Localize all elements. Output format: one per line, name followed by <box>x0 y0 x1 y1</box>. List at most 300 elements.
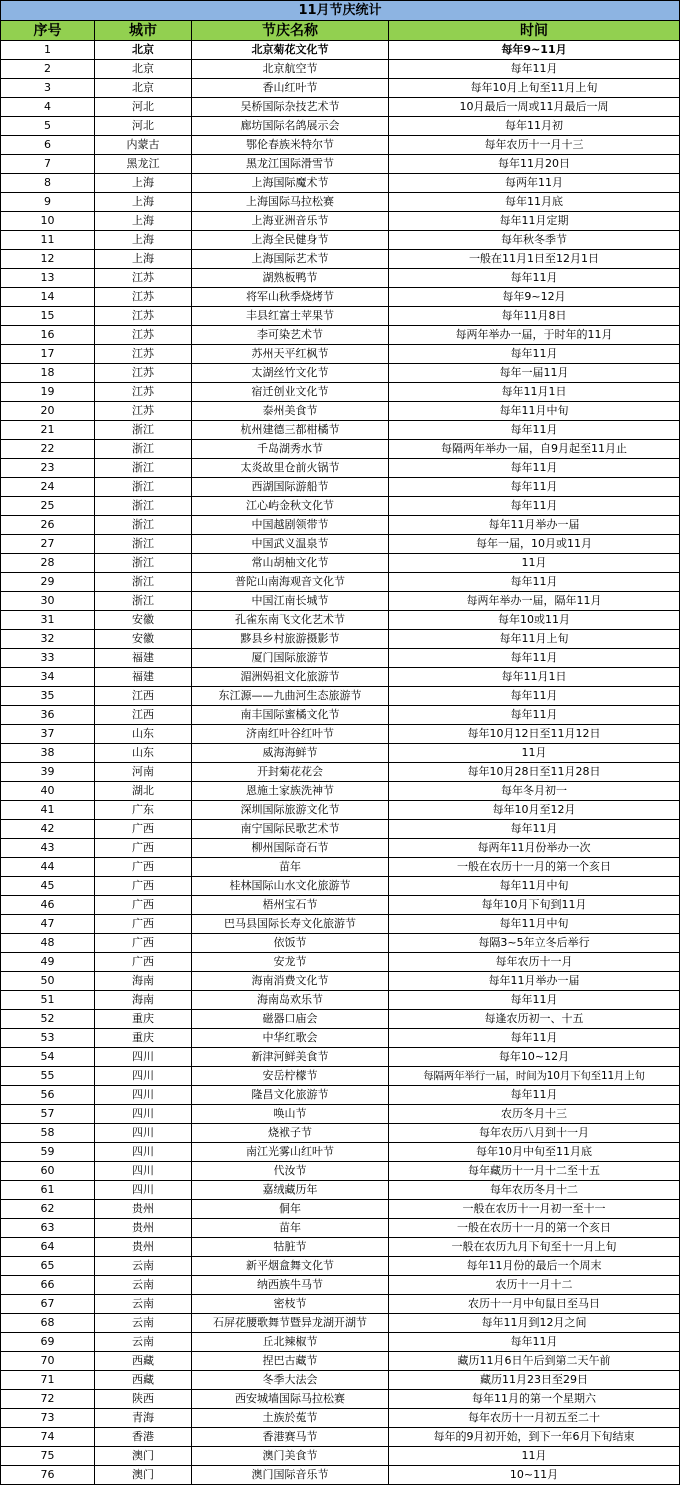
row-time: 每逢农历初一、十五 <box>389 1010 680 1029</box>
row-time: 农历冬月十三 <box>389 1105 680 1124</box>
row-city: 北京 <box>95 41 192 60</box>
header-time: 时间 <box>389 21 680 41</box>
row-time: 每隔3~5年立冬后举行 <box>389 934 680 953</box>
row-time: 每年9~11月 <box>389 41 680 60</box>
row-city: 广西 <box>95 820 192 839</box>
row-festival-name: 黑龙江国际滑雪节 <box>192 155 389 174</box>
row-festival-name: 安龙节 <box>192 953 389 972</box>
row-time: 每年11月到12月之间 <box>389 1314 680 1333</box>
row-festival-name: 上海亚洲音乐节 <box>192 212 389 231</box>
row-city: 江苏 <box>95 288 192 307</box>
row-time: 每年一届，10月或11月 <box>389 535 680 554</box>
row-index: 33 <box>1 649 95 668</box>
row-city: 四川 <box>95 1143 192 1162</box>
row-city: 广西 <box>95 953 192 972</box>
table-row <box>1 592 680 611</box>
row-time: 每年一届11月 <box>389 364 680 383</box>
table-row <box>1 972 680 991</box>
row-festival-name: 恩施土家族洗神节 <box>192 782 389 801</box>
row-time: 每年11月 <box>389 345 680 364</box>
row-time: 每年11月中旬 <box>389 915 680 934</box>
row-city: 内蒙古 <box>95 136 192 155</box>
row-festival-name: 苗年 <box>192 1219 389 1238</box>
row-festival-name: 磁器口庙会 <box>192 1010 389 1029</box>
row-festival-name: 冬季大法会 <box>192 1371 389 1390</box>
row-index: 7 <box>1 155 95 174</box>
row-festival-name: 苗年 <box>192 858 389 877</box>
row-city: 浙江 <box>95 459 192 478</box>
row-festival-name: 嘉绒藏历年 <box>192 1181 389 1200</box>
table-row <box>1 421 680 440</box>
row-festival-name: 香港赛马节 <box>192 1428 389 1447</box>
row-time: 农历十一月中旬鼠日至马日 <box>389 1295 680 1314</box>
row-time: 10月最后一周或11月最后一周 <box>389 98 680 117</box>
row-city: 陕西 <box>95 1390 192 1409</box>
row-time: 每年农历八月到十一月 <box>389 1124 680 1143</box>
row-festival-name: 太炎故里仓前火锅节 <box>192 459 389 478</box>
table-row <box>1 269 680 288</box>
row-index: 47 <box>1 915 95 934</box>
row-city: 江苏 <box>95 402 192 421</box>
row-time: 每年10月上旬至11月上旬 <box>389 79 680 98</box>
row-time: 每年11月 <box>389 820 680 839</box>
row-index: 11 <box>1 231 95 250</box>
row-index: 41 <box>1 801 95 820</box>
row-index: 60 <box>1 1162 95 1181</box>
row-festival-name: 土族於菟节 <box>192 1409 389 1428</box>
row-index: 65 <box>1 1257 95 1276</box>
row-festival-name: 唤山节 <box>192 1105 389 1124</box>
row-index: 1 <box>1 41 95 60</box>
row-festival-name: 江心屿金秋文化节 <box>192 497 389 516</box>
row-time: 每年11月举办一届 <box>389 972 680 991</box>
row-time: 每年10月中旬至11月底 <box>389 1143 680 1162</box>
row-time: 10~11月 <box>389 1466 680 1485</box>
row-time: 每两年11月 <box>389 174 680 193</box>
row-festival-name: 济南红叶谷红叶节 <box>192 725 389 744</box>
row-festival-name: 威海海鲜节 <box>192 744 389 763</box>
row-festival-name: 丘北辣椒节 <box>192 1333 389 1352</box>
row-festival-name: 厦门国际旅游节 <box>192 649 389 668</box>
table-row <box>1 516 680 535</box>
row-festival-name: 烧袱子节 <box>192 1124 389 1143</box>
row-time: 一般在农历十一月的第一个亥日 <box>389 858 680 877</box>
row-festival-name: 北京菊花文化节 <box>192 41 389 60</box>
row-index: 46 <box>1 896 95 915</box>
row-time: 每年10月12日至11月12日 <box>389 725 680 744</box>
row-index: 29 <box>1 573 95 592</box>
table-row <box>1 839 680 858</box>
row-city: 香港 <box>95 1428 192 1447</box>
row-index: 3 <box>1 79 95 98</box>
row-city: 浙江 <box>95 478 192 497</box>
table-row <box>1 174 680 193</box>
row-time: 一般在农历十一月的第一个亥日 <box>389 1219 680 1238</box>
row-city: 江西 <box>95 706 192 725</box>
row-festival-name: 太湖丝竹文化节 <box>192 364 389 383</box>
row-festival-name: 澳门美食节 <box>192 1447 389 1466</box>
row-index: 34 <box>1 668 95 687</box>
row-festival-name: 宿迁创业文化节 <box>192 383 389 402</box>
row-index: 45 <box>1 877 95 896</box>
table-row <box>1 1447 680 1466</box>
row-time: 每两年举办一届，隔年11月 <box>389 592 680 611</box>
table-row <box>1 1314 680 1333</box>
row-index: 68 <box>1 1314 95 1333</box>
row-city: 广西 <box>95 858 192 877</box>
table-row <box>1 896 680 915</box>
row-time: 藏历11月6日午后到第二天午前 <box>389 1352 680 1371</box>
row-city: 澳门 <box>95 1466 192 1485</box>
row-city: 江西 <box>95 687 192 706</box>
table-row <box>1 79 680 98</box>
row-city: 北京 <box>95 60 192 79</box>
row-time: 每年9~12月 <box>389 288 680 307</box>
table-row <box>1 1238 680 1257</box>
row-index: 23 <box>1 459 95 478</box>
row-time: 每年11月的第一个星期六 <box>389 1390 680 1409</box>
row-festival-name: 普陀山南海观音文化节 <box>192 573 389 592</box>
table-row <box>1 1124 680 1143</box>
row-festival-name: 梧州宝石节 <box>192 896 389 915</box>
row-city: 云南 <box>95 1276 192 1295</box>
row-index: 48 <box>1 934 95 953</box>
row-city: 江苏 <box>95 364 192 383</box>
row-time: 每年11月20日 <box>389 155 680 174</box>
table-row <box>1 60 680 79</box>
row-index: 36 <box>1 706 95 725</box>
row-city: 云南 <box>95 1314 192 1333</box>
row-index: 5 <box>1 117 95 136</box>
table-row <box>1 782 680 801</box>
row-time: 每年10月28日至11月28日 <box>389 763 680 782</box>
row-festival-name: 上海全民健身节 <box>192 231 389 250</box>
row-festival-name: 桂林国际山水文化旅游节 <box>192 877 389 896</box>
table-row <box>1 630 680 649</box>
row-index: 2 <box>1 60 95 79</box>
table-row <box>1 858 680 877</box>
row-time: 每年11月 <box>389 459 680 478</box>
row-city: 西藏 <box>95 1371 192 1390</box>
row-festival-name: 中国越剧领带节 <box>192 516 389 535</box>
row-index: 10 <box>1 212 95 231</box>
row-city: 四川 <box>95 1048 192 1067</box>
row-time: 藏历11月23日至29日 <box>389 1371 680 1390</box>
row-index: 40 <box>1 782 95 801</box>
row-index: 56 <box>1 1086 95 1105</box>
row-time: 11月 <box>389 744 680 763</box>
row-time: 每年11月底 <box>389 193 680 212</box>
row-city: 安徽 <box>95 611 192 630</box>
row-time: 每年11月中旬 <box>389 877 680 896</box>
row-time: 每年11月 <box>389 1333 680 1352</box>
row-time: 每年11月中旬 <box>389 402 680 421</box>
table-row <box>1 212 680 231</box>
row-index: 61 <box>1 1181 95 1200</box>
row-time: 每年11月 <box>389 60 680 79</box>
row-city: 澳门 <box>95 1447 192 1466</box>
row-time: 每年10或11月 <box>389 611 680 630</box>
table-row <box>1 383 680 402</box>
row-festival-name: 杭州建德三都柑橘节 <box>192 421 389 440</box>
row-festival-name: 西湖国际游船节 <box>192 478 389 497</box>
row-index: 66 <box>1 1276 95 1295</box>
table-row <box>1 326 680 345</box>
table-row <box>1 1428 680 1447</box>
row-festival-name: 牯脏节 <box>192 1238 389 1257</box>
row-index: 55 <box>1 1067 95 1086</box>
row-festival-name: 湄洲妈祖文化旅游节 <box>192 668 389 687</box>
table-row <box>1 41 680 60</box>
row-city: 上海 <box>95 231 192 250</box>
row-city: 浙江 <box>95 592 192 611</box>
row-time: 每年11月 <box>389 573 680 592</box>
row-index: 21 <box>1 421 95 440</box>
row-city: 浙江 <box>95 516 192 535</box>
row-time: 每年11月 <box>389 687 680 706</box>
row-festival-name: 东江源——九曲河生态旅游节 <box>192 687 389 706</box>
row-index: 25 <box>1 497 95 516</box>
row-city: 浙江 <box>95 554 192 573</box>
row-city: 四川 <box>95 1181 192 1200</box>
table-row <box>1 820 680 839</box>
row-city: 上海 <box>95 193 192 212</box>
row-city: 浙江 <box>95 421 192 440</box>
table-row <box>1 1162 680 1181</box>
table-row <box>1 1466 680 1485</box>
sheet-title: 11月节庆统计 <box>1 1 680 21</box>
row-index: 67 <box>1 1295 95 1314</box>
row-city: 贵州 <box>95 1238 192 1257</box>
row-time: 每年冬月初一 <box>389 782 680 801</box>
row-festival-name: 代汝节 <box>192 1162 389 1181</box>
row-index: 54 <box>1 1048 95 1067</box>
row-city: 云南 <box>95 1333 192 1352</box>
row-index: 12 <box>1 250 95 269</box>
table-row <box>1 725 680 744</box>
row-time: 每年11月定期 <box>389 212 680 231</box>
table-row <box>1 915 680 934</box>
row-festival-name: 鄂伦春族米特尔节 <box>192 136 389 155</box>
row-festival-name: 海南岛欢乐节 <box>192 991 389 1010</box>
table-row <box>1 497 680 516</box>
row-festival-name: 海南消费文化节 <box>192 972 389 991</box>
row-city: 重庆 <box>95 1010 192 1029</box>
row-time: 一般在农历十一月初一至十一 <box>389 1200 680 1219</box>
row-festival-name: 纳西族牛马节 <box>192 1276 389 1295</box>
row-city: 广东 <box>95 801 192 820</box>
row-festival-name: 南宁国际民歌艺术节 <box>192 820 389 839</box>
table-row <box>1 744 680 763</box>
row-city: 浙江 <box>95 535 192 554</box>
row-city: 海南 <box>95 991 192 1010</box>
row-city: 江苏 <box>95 307 192 326</box>
row-index: 32 <box>1 630 95 649</box>
table-row <box>1 535 680 554</box>
row-time: 11月 <box>389 1447 680 1466</box>
table-row <box>1 250 680 269</box>
row-festival-name: 隆昌文化旅游节 <box>192 1086 389 1105</box>
row-festival-name: 密枝节 <box>192 1295 389 1314</box>
row-time: 每年藏历十一月十二至十五 <box>389 1162 680 1181</box>
row-index: 14 <box>1 288 95 307</box>
row-time: 每年11月 <box>389 497 680 516</box>
row-city: 河南 <box>95 763 192 782</box>
row-festival-name: 千岛湖秀水节 <box>192 440 389 459</box>
row-index: 6 <box>1 136 95 155</box>
header-festival-name: 节庆名称 <box>192 21 389 41</box>
row-index: 9 <box>1 193 95 212</box>
row-index: 64 <box>1 1238 95 1257</box>
row-festival-name: 香山红叶节 <box>192 79 389 98</box>
row-time: 一般在11月1日至12月1日 <box>389 250 680 269</box>
row-city: 上海 <box>95 212 192 231</box>
row-festival-name: 南江光雾山红叶节 <box>192 1143 389 1162</box>
table-row <box>1 1200 680 1219</box>
table-row <box>1 573 680 592</box>
table-row <box>1 1143 680 1162</box>
table-row <box>1 288 680 307</box>
row-time: 农历十一月十二 <box>389 1276 680 1295</box>
row-index: 28 <box>1 554 95 573</box>
table-row <box>1 1409 680 1428</box>
row-city: 四川 <box>95 1124 192 1143</box>
table-row <box>1 763 680 782</box>
row-index: 24 <box>1 478 95 497</box>
row-time: 每年11月 <box>389 991 680 1010</box>
row-city: 四川 <box>95 1086 192 1105</box>
row-city: 四川 <box>95 1105 192 1124</box>
table-row <box>1 364 680 383</box>
row-festival-name: 中华红歌会 <box>192 1029 389 1048</box>
row-index: 19 <box>1 383 95 402</box>
row-festival-name: 湖熟板鸭节 <box>192 269 389 288</box>
row-city: 黑龙江 <box>95 155 192 174</box>
row-city: 山东 <box>95 725 192 744</box>
table-row <box>1 1390 680 1409</box>
row-city: 安徽 <box>95 630 192 649</box>
row-festival-name: 上海国际艺术节 <box>192 250 389 269</box>
row-index: 31 <box>1 611 95 630</box>
row-city: 青海 <box>95 1409 192 1428</box>
row-festival-name: 孔雀东南飞文化艺术节 <box>192 611 389 630</box>
row-festival-name: 上海国际魔术节 <box>192 174 389 193</box>
table-row <box>1 687 680 706</box>
row-index: 51 <box>1 991 95 1010</box>
row-index: 8 <box>1 174 95 193</box>
table-row <box>1 1048 680 1067</box>
row-index: 30 <box>1 592 95 611</box>
row-index: 15 <box>1 307 95 326</box>
table-row <box>1 231 680 250</box>
table-row <box>1 440 680 459</box>
row-festival-name: 吴桥国际杂技艺术节 <box>192 98 389 117</box>
table-row <box>1 1333 680 1352</box>
row-city: 海南 <box>95 972 192 991</box>
row-city: 河北 <box>95 98 192 117</box>
row-time: 每年11月 <box>389 649 680 668</box>
table-row <box>1 649 680 668</box>
row-index: 69 <box>1 1333 95 1352</box>
row-city: 广西 <box>95 915 192 934</box>
row-city: 云南 <box>95 1295 192 1314</box>
row-index: 59 <box>1 1143 95 1162</box>
row-city: 广西 <box>95 934 192 953</box>
table-row <box>1 877 680 896</box>
row-time: 每年11月 <box>389 1086 680 1105</box>
row-index: 43 <box>1 839 95 858</box>
row-festival-name: 廊坊国际名鸽展示会 <box>192 117 389 136</box>
row-index: 26 <box>1 516 95 535</box>
row-city: 重庆 <box>95 1029 192 1048</box>
row-time: 每年11月份的最后一个周末 <box>389 1257 680 1276</box>
table-row <box>1 459 680 478</box>
table-row <box>1 1219 680 1238</box>
table-row <box>1 801 680 820</box>
row-festival-name: 南丰国际蜜橘文化节 <box>192 706 389 725</box>
row-festival-name: 依饭节 <box>192 934 389 953</box>
row-time: 每年11月8日 <box>389 307 680 326</box>
row-city: 云南 <box>95 1257 192 1276</box>
row-time: 每年的9月初开始，到下一年6月下旬结束 <box>389 1428 680 1447</box>
row-festival-name: 中国武义温泉节 <box>192 535 389 554</box>
table-row <box>1 478 680 497</box>
row-festival-name: 泰州美食节 <box>192 402 389 421</box>
row-festival-name: 上海国际马拉松赛 <box>192 193 389 212</box>
table-row <box>1 98 680 117</box>
table-row <box>1 1276 680 1295</box>
row-index: 49 <box>1 953 95 972</box>
table-row <box>1 706 680 725</box>
table-row <box>1 611 680 630</box>
table-row <box>1 554 680 573</box>
table-row <box>1 136 680 155</box>
row-time: 每两年举办一届，于时年的11月 <box>389 326 680 345</box>
header-city: 城市 <box>95 21 192 41</box>
row-city: 浙江 <box>95 573 192 592</box>
table-row <box>1 193 680 212</box>
header-index: 序号 <box>1 21 95 41</box>
row-time: 每年农历冬月十二 <box>389 1181 680 1200</box>
row-city: 山东 <box>95 744 192 763</box>
row-city: 贵州 <box>95 1219 192 1238</box>
row-time: 每年11月 <box>389 706 680 725</box>
table-row <box>1 345 680 364</box>
row-festival-name: 捏巴古藏节 <box>192 1352 389 1371</box>
table-row <box>1 1105 680 1124</box>
row-city: 河北 <box>95 117 192 136</box>
row-index: 35 <box>1 687 95 706</box>
row-index: 52 <box>1 1010 95 1029</box>
row-time: 每两年11月份举办一次 <box>389 839 680 858</box>
row-city: 江苏 <box>95 383 192 402</box>
row-festival-name: 开封菊花花会 <box>192 763 389 782</box>
row-index: 22 <box>1 440 95 459</box>
table-row <box>1 1371 680 1390</box>
row-festival-name: 新津河鲜美食节 <box>192 1048 389 1067</box>
table-row <box>1 668 680 687</box>
row-festival-name: 巴马县国际长寿文化旅游节 <box>192 915 389 934</box>
row-city: 浙江 <box>95 497 192 516</box>
row-time: 每年11月 <box>389 478 680 497</box>
row-time: 每年10月下旬到11月 <box>389 896 680 915</box>
row-city: 江苏 <box>95 269 192 288</box>
row-city: 湖北 <box>95 782 192 801</box>
row-index: 20 <box>1 402 95 421</box>
row-index: 63 <box>1 1219 95 1238</box>
festival-table-body <box>1 1 680 1485</box>
row-city: 西藏 <box>95 1352 192 1371</box>
